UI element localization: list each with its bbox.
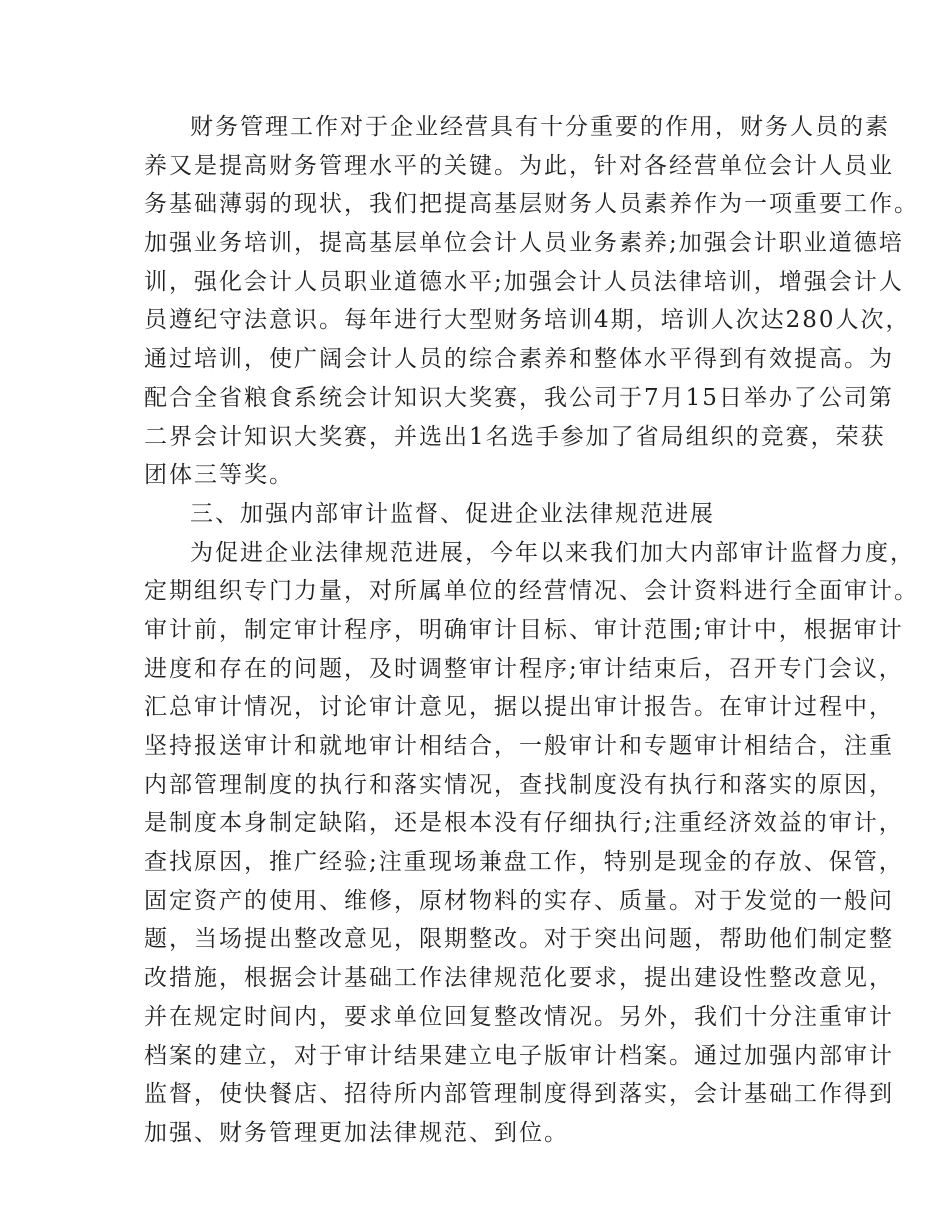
text-line: 固定资产的使用、维修，原材物料的实存、质量。对于发觉的一般问 xyxy=(144,887,894,914)
text-line: 监督，使快餐店、招待所内部管理制度得到落实，会计基础工作得到 xyxy=(144,1081,894,1108)
text-line: 查找原因，推广经验;注重现场兼盘工作，特别是现金的存放、保管， xyxy=(144,849,904,876)
section-heading: 三、加强内部审计监督、促进企业法律规范进展 xyxy=(190,500,715,527)
text-line: 审计前，制定审计程序，明确审计目标、审计范围;审计中，根据审计 xyxy=(144,616,904,643)
text-line: 汇总审计情况，讨论审计意见，据以提出审计报告。在审计过程中， xyxy=(144,694,894,721)
text-line: 为促进企业法律规范进展，今年以来我们加大内部审计监督力度， xyxy=(190,539,915,566)
text-line: 并在规定时间内，要求单位回复整改情况。另外，我们十分注重审计 xyxy=(144,1003,894,1030)
text-line: 档案的建立，对于审计结果建立电子版审计档案。通过加强内部审计 xyxy=(144,1042,894,1069)
text-line: 二界会计知识大奖赛，并选出1名选手参加了省局组织的竞赛，荣获 xyxy=(144,423,886,450)
text-line: 团体三等奖。 xyxy=(144,462,294,489)
text-line: 务基础薄弱的现状，我们把提高基层财务人员素养作为一项重要工作。 xyxy=(144,191,919,218)
text-line: 定期组织专门力量，对所属单位的经营情况、会计资料进行全面审计。 xyxy=(144,578,919,605)
text-line: 题，当场提出整改意见，限期整改。对于突出问题，帮助他们制定整 xyxy=(144,926,894,953)
text-line: 是制度本身制定缺陷，还是根本没有仔细执行;注重经济效益的审计， xyxy=(144,810,904,837)
text-line: 坚持报送审计和就地审计相结合，一般审计和专题审计相结合，注重 xyxy=(144,733,894,759)
text-line: 进度和存在的问题，及时调整审计程序;审计结束后，召开专门会议， xyxy=(144,655,904,682)
text-line: 通过培训，使广阔会计人员的综合素养和整体水平得到有效提高。为 xyxy=(144,346,894,373)
text-line: 加强、财务管理更加法律规范、到位。 xyxy=(144,1119,569,1146)
document-body xyxy=(144,108,919,1153)
text-line: 训，强化会计人员职业道德水平;加强会计人员法律培训，增强会计人 xyxy=(144,268,904,295)
text-line: 财务管理工作对于企业经营具有十分重要的作用，财务人员的素 xyxy=(190,114,890,140)
text-line: 配合全省粮食系统会计知识大奖赛，我公司于7月15日举办了公司第 xyxy=(144,384,894,411)
text-line: 加强业务培训，提高基层单位会计人员业务素养;加强会计职业道德培 xyxy=(144,230,904,257)
text-line: 员遵纪守法意识。每年进行大型财务培训4期，培训人次达280人次， xyxy=(144,307,911,334)
text-line: 内部管理制度的执行和落实情况，查找制度没有执行和落实的原因， xyxy=(144,771,894,798)
text-line: 改措施，根据会计基础工作法律规范化要求，提出建设性整改意见， xyxy=(144,965,894,992)
text-line: 养又是提高财务管理水平的关键。为此，针对各经营单位会计人员业 xyxy=(144,152,894,179)
